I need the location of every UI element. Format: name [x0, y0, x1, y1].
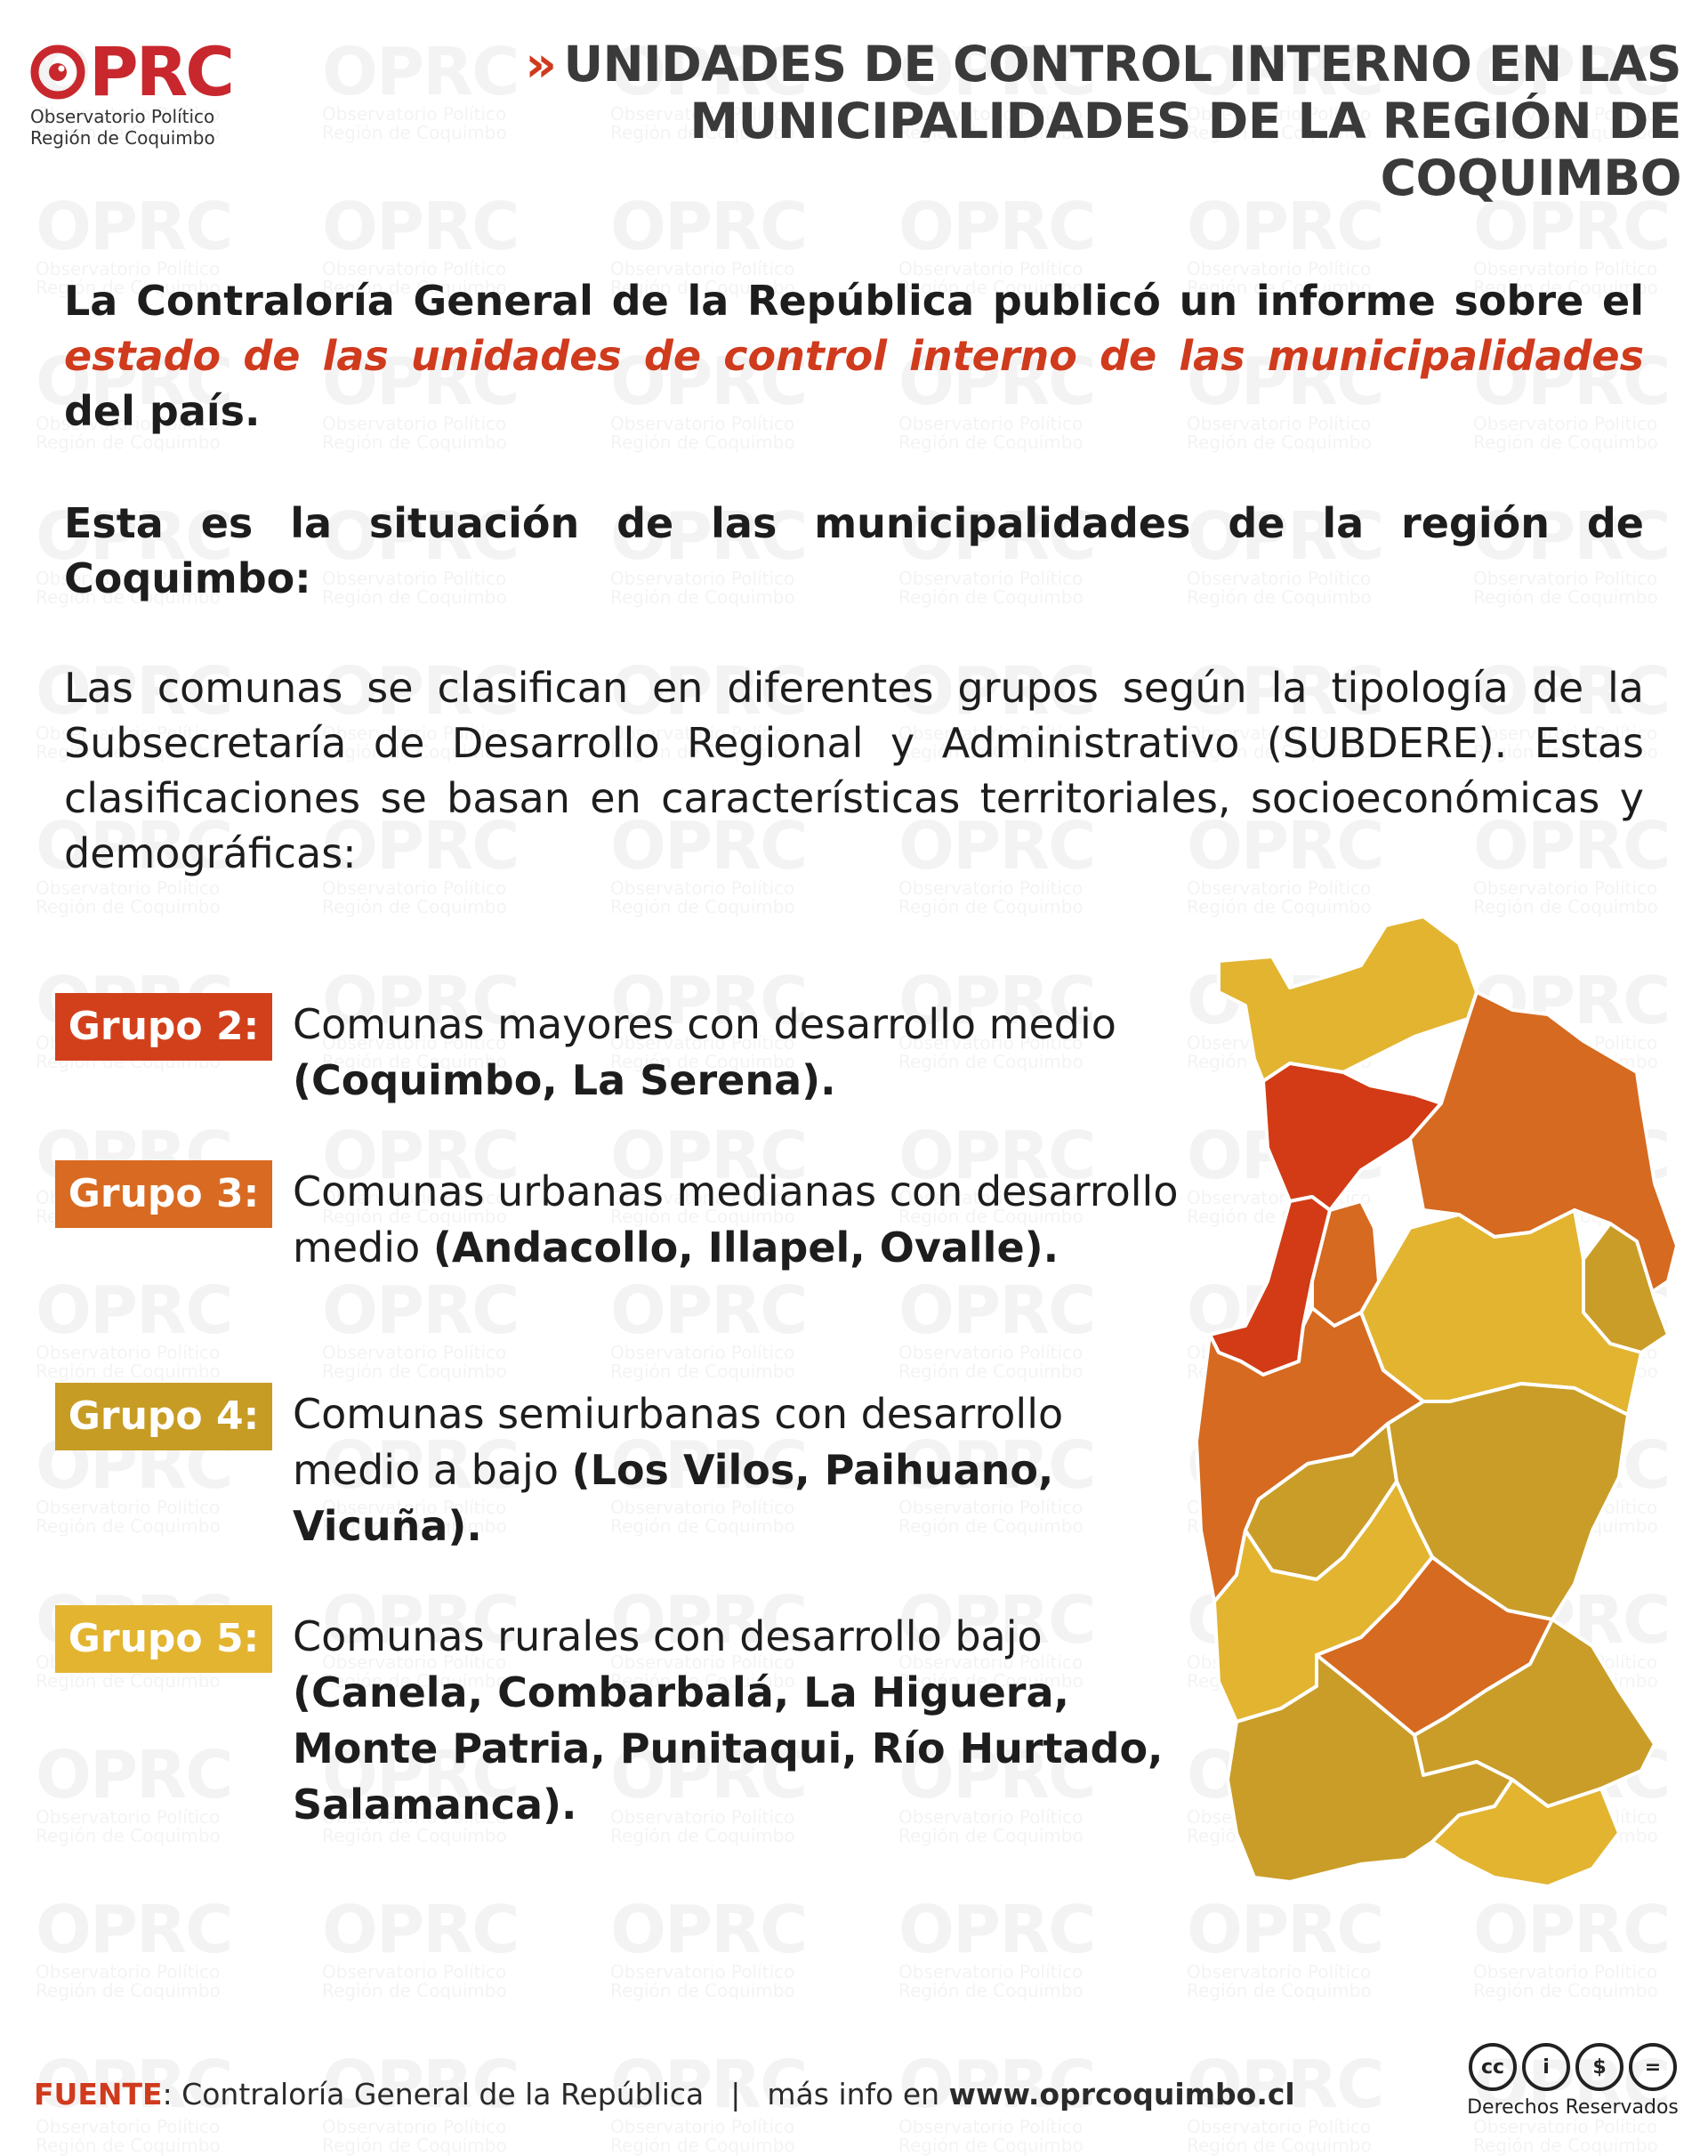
watermark-logo [322, 1897, 518, 2000]
group-description [293, 1386, 1182, 1554]
watermark-logo [898, 1897, 1094, 2000]
license-text: Derechos Reservados [1467, 2096, 1679, 2119]
intro-p1-end: del país. [64, 387, 261, 435]
footer-source-label: FUENTE [34, 2077, 163, 2112]
group-badge: Grupo 5: [55, 1605, 272, 1673]
watermark-logo [898, 1278, 1094, 1381]
chevron-right-icon: » [525, 36, 557, 93]
footer-source-text: : Contraloría General de la República [162, 2077, 705, 2112]
watermark-logo [36, 1897, 231, 2000]
watermark-logo [322, 1278, 518, 1381]
group-comunas: (Canela, Combarbalá, La Higuera, Monte Patria, Punitaqui, Río Hurtado, Salamanca). [293, 1668, 1164, 1829]
title-line-1: UNIDADES DE CONTROL INTERNO EN LAS [563, 36, 1681, 93]
intro-p1-start: La Contraloría General de la República publicó un informe sobre el [64, 277, 1644, 325]
group-text: Comunas urbanas medianas con desarrollo medio [293, 1167, 1179, 1272]
watermark-logo [36, 1742, 231, 1845]
license-icons [1462, 2043, 1683, 2091]
oprc-logo [30, 32, 232, 149]
coquimbo-region-map [1156, 908, 1690, 1922]
watermark-logo [36, 1278, 231, 1381]
intro-p1-highlight: estado de las unidades de control interno de las municipalidades [64, 332, 1644, 380]
group-badge: Grupo 2: [55, 993, 272, 1061]
logo-text: PRC [89, 32, 232, 111]
group-description [293, 1164, 1182, 1276]
group-badge: Grupo 3: [55, 1160, 272, 1228]
watermark-logo [610, 1278, 806, 1381]
title-line-2: MUNICIPALIDADES DE LA REGIÓN DE COQUIMBO [689, 93, 1681, 206]
cc-icon: cc [1469, 2043, 1517, 2091]
attribution-icon: i [1522, 2043, 1570, 2091]
map-comuna-la-higuera [1219, 917, 1477, 1081]
group-comunas: (Los Vilos, Paihuano, Vicuña). [293, 1446, 1054, 1550]
noncommercial-icon: $ [1575, 2043, 1623, 2091]
license-block [1462, 2043, 1683, 2121]
watermark-logo [610, 1897, 806, 2000]
intro-paragraph-1 [64, 273, 1644, 439]
group-comunas: (Coquimbo, La Serena). [293, 1056, 836, 1104]
group-text: Comunas semiurbanas con desarrollo medio a bajo [293, 1390, 1064, 1494]
group-description [293, 997, 1182, 1109]
footer-separator: | [730, 2077, 741, 2112]
intro-paragraph-2: Esta es la situación de las municipalidades de la región de Coquimbo: [64, 499, 1644, 602]
oprc-eye-icon [30, 44, 85, 100]
intro-paragraph-3: Las comunas se clasifican en diferentes grupos según la tipología de la Subsecretaría de Desarrollo Regional y Administrativo (SUBDERE). Estas clasificaciones se basan en características territoriales, socioeconómicas y demográficas: [64, 664, 1644, 877]
footer-website-link[interactable]: www.oprcoquimbo.cl [948, 2077, 1295, 2112]
logo-subtitle-2: Región de Coquimbo [30, 127, 215, 149]
footer-source [34, 2075, 1295, 2114]
group-text: Comunas mayores con desarrollo medio [293, 1000, 1116, 1048]
logo-subtitle-1: Observatorio Político [30, 106, 215, 127]
group-text: Comunas rurales con desarrollo bajo [293, 1612, 1043, 1660]
group-description [293, 1609, 1182, 1833]
footer-more-text: más info en [767, 2077, 949, 2112]
noderivatives-icon: = [1629, 2043, 1677, 2091]
group-badge: Grupo 4: [55, 1383, 272, 1450]
group-comunas: (Andacollo, Illapel, Ovalle). [432, 1223, 1059, 1272]
page-title [374, 36, 1681, 206]
